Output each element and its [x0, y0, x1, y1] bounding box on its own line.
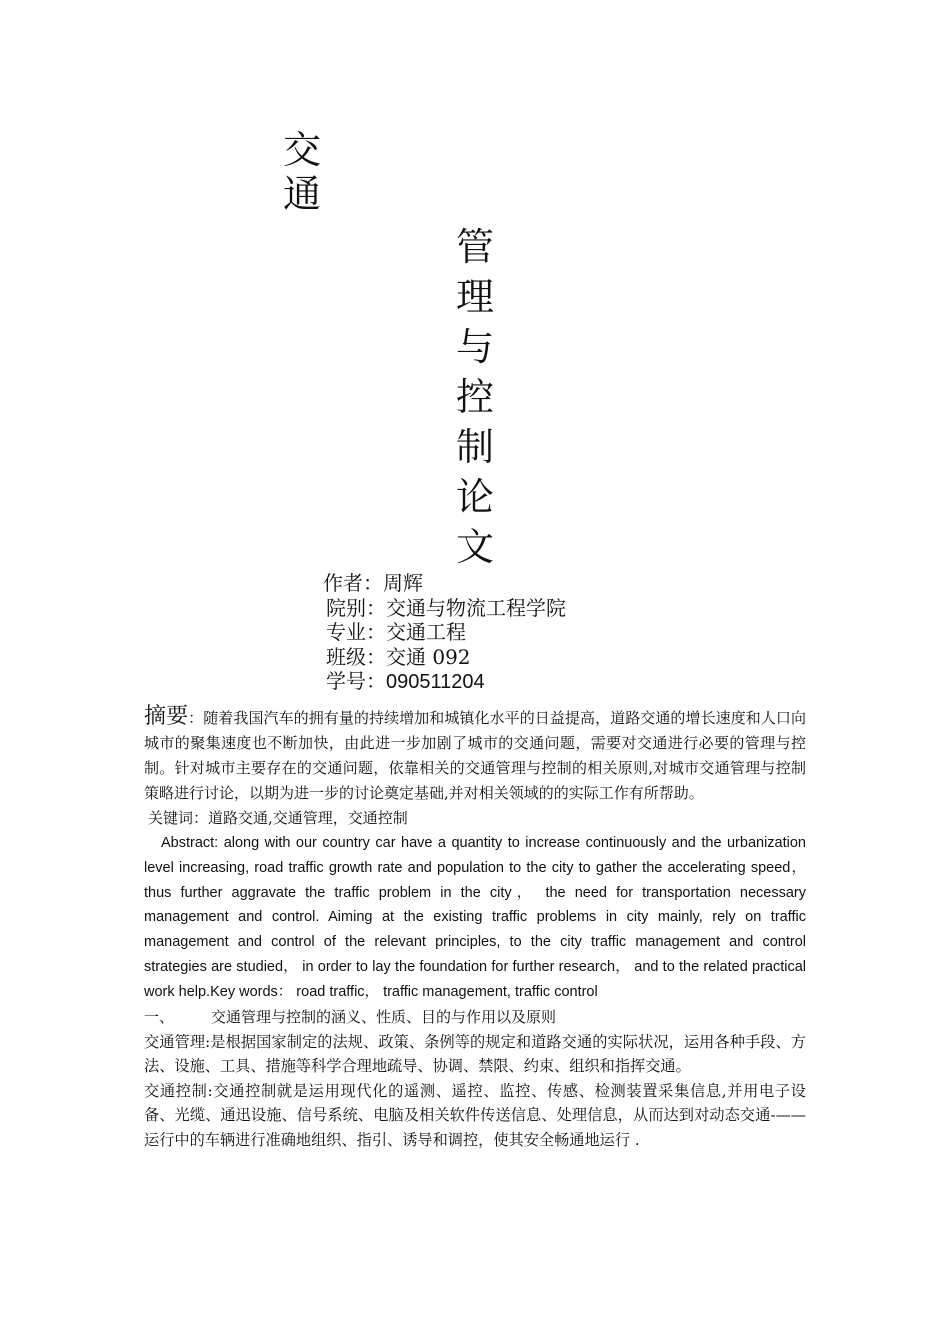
author-value: 周辉 [383, 571, 423, 595]
dept-value: 交通与物流工程学院 [386, 595, 566, 620]
section-title: 交通管理与控制的涵义、性质、目的与作用以及原则 [211, 1007, 557, 1026]
section-number: 一、 [144, 1007, 175, 1026]
definition-traffic-management: 交通管理:是根据国家制定的法规、政策、条例等的规定和道路交通的实际状况，运用各种手段、方法、设施、工具、措施等科学合理地疏导、协调、禁限、约束、组织和指挥交通。 [144, 1032, 806, 1076]
abstract-text: ：随着我国汽车的拥有量的持续增加和城镇化水平的日益提高，道路交通的增长速度和人口向城市的聚集速度也不断加快，由此进一步加剧了城市的交通问题，需要对交通进行必要的管理与控制。针对城市主要存在的交通问题，依靠相关的交通管理与控制的相关原则,对城市交通管理与控制策略进行讨论，以期为进一步的讨论奠定基础,并对相关领域的的实际工作有所帮助。 [144, 709, 806, 802]
title-part-2 [456, 222, 506, 572]
title-char: 交 [283, 128, 322, 172]
abstract-heading: 摘要 [144, 704, 189, 729]
student-id-value: 090511204 [386, 671, 485, 693]
abstract-paragraph [144, 704, 806, 806]
english-abstract: Abstract: along with our country car have a quantity to increase continuously and the urbanization level increasing, road traffic growth rate and population to the city to gather the accelerating speed， thus further aggravate the traffic problem in the city， the need for transportation necessary management and control. Aiming at the existing traffic problems in city mainly, rely on traffic management and control of the relevant principles, to the city traffic management and control strategies are studied， in order to lay the foundation for further research， and to the related practical work help.Key words： road traffic， traffic management, traffic control [144, 835, 806, 1000]
title-part-1 [283, 128, 333, 216]
title-char: 制 [456, 425, 495, 469]
dept-row [323, 596, 566, 621]
author-label: 作者： [323, 571, 383, 595]
class-label: 班级： [326, 644, 386, 669]
major-row [323, 620, 566, 645]
title-char: 论 [456, 475, 495, 519]
title-char: 与 [456, 325, 495, 369]
title-char: 控 [456, 375, 495, 419]
definition-traffic-control: 交通控制:交通控制就是运用现代化的遥测、遥控、监控、传感、检测装置采集信息,并用电子设备、光缆、通迅设施、信号系统、电脑及相关软件传送信息、处理信息，从而达到对动态交通-——运行中的车辆进行准确地组织、指引、诱导和调控，使其安全畅通地运行 . [144, 1081, 806, 1149]
student-id-row [323, 669, 566, 695]
main-content [144, 704, 806, 1152]
keywords: 关键词：道路交通,交通管理，交通控制 [148, 809, 408, 827]
author-info [323, 571, 566, 695]
major-label: 专业： [326, 620, 386, 644]
major-value: 交通工程 [386, 620, 466, 644]
section-heading [144, 1005, 806, 1030]
title-char: 通 [283, 172, 322, 216]
title-char: 管 [456, 225, 495, 269]
title-char: 文 [456, 525, 495, 569]
student-id-label: 学号： [326, 669, 386, 693]
dept-label: 院别： [326, 595, 386, 620]
title-char: 理 [456, 275, 495, 319]
class-value: 交通 092 [386, 644, 471, 669]
author-row [323, 571, 566, 596]
class-row [323, 645, 566, 670]
